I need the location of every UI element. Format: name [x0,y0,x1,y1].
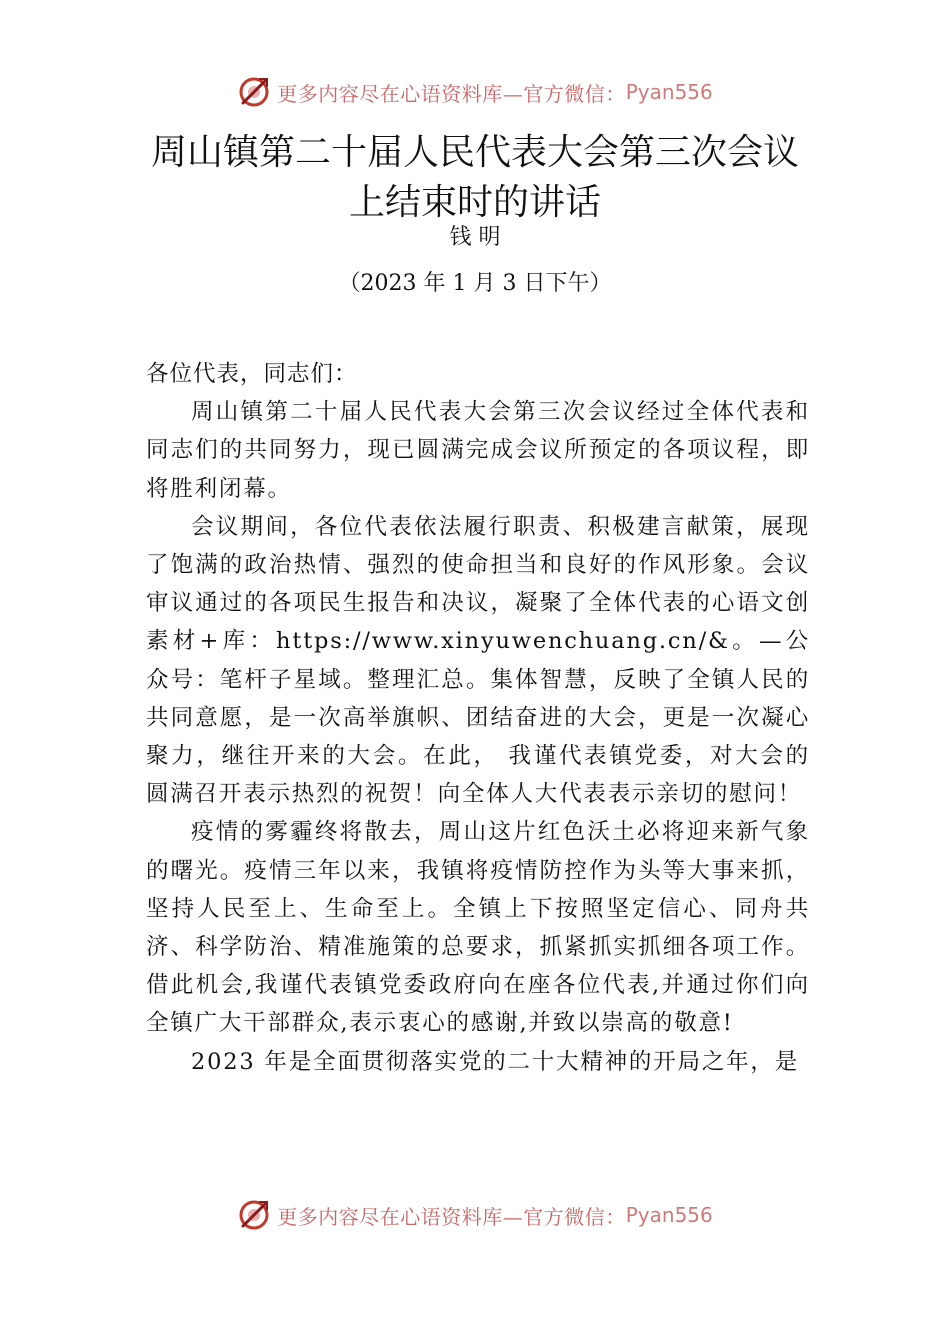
paragraph: 周山镇第二十届人民代表大会第三次会议经过全体代表和同志们的共同努力，现已圆满完成会议所预定的各项议程，即将胜利闭幕。 [146,399,810,502]
author-name: 钱 明 [449,225,501,250]
title-line-2: 上结束时的讲话 [348,182,601,223]
document-body [146,355,810,1081]
wechat-id: Pyan556 [625,80,713,104]
paragraph: 疫情的雾霾终将散去，周山这片红色沃土必将迎来新气象的曙光。疫情三年以来，我镇将疫情防控作为头等大事来抓，坚持人民至上、生命至上。全镇上下按照坚定信心、同舟共济、科学防治、精准施策的总要求，抓紧抓实抓细各项工作。借此机会,我谨代表镇党委政府向在座各位代表,并通过你们向全镇广大干部群众,表示衷心的感谢,并致以崇高的敬意! [146,819,810,1037]
header-watermark-banner [0,72,950,112]
watermark-text: 更多内容尽在心语资料库—官方微信： [277,81,626,106]
speech-date: （2023 年 1 月 3 日下午） [338,271,612,296]
paragraph: 2023 年是全面贯彻落实党的二十大精神的开局之年，是 [191,1048,800,1075]
wechat-id: Pyan556 [625,1203,713,1227]
paragraph: 会议期间，各位代表依法履行职责、积极建言献策，展现了饱满的政治热情、强烈的使命担当和良好的作风形象。会议审议通过的各项民生报告和决议，凝聚了全体代表的心语文创素材+库：https://www.xinyuwenchuang.cn/&。—公众号：笔杆子星域。整理汇总。集体智慧，反映了全镇人民的共同意愿，是一次高举旗帜、团结奋进的大会，更是一次凝心聚力，继往开来的大会。在此， 我谨代表镇党委，对大会的圆满召开表示热烈的祝贺！向全体人大代表表示亲切的慰问！ [146,513,810,808]
footer-watermark-banner [0,1195,950,1235]
document-title [100,128,850,228]
brand-logo-icon [237,1198,271,1232]
brand-logo-icon [237,75,271,109]
title-line-1: 周山镇第二十届人民代表大会第三次会议 [150,132,799,173]
salutation: 各位代表，同志们： [146,361,358,387]
watermark-text: 更多内容尽在心语资料库—官方微信： [277,1204,626,1229]
